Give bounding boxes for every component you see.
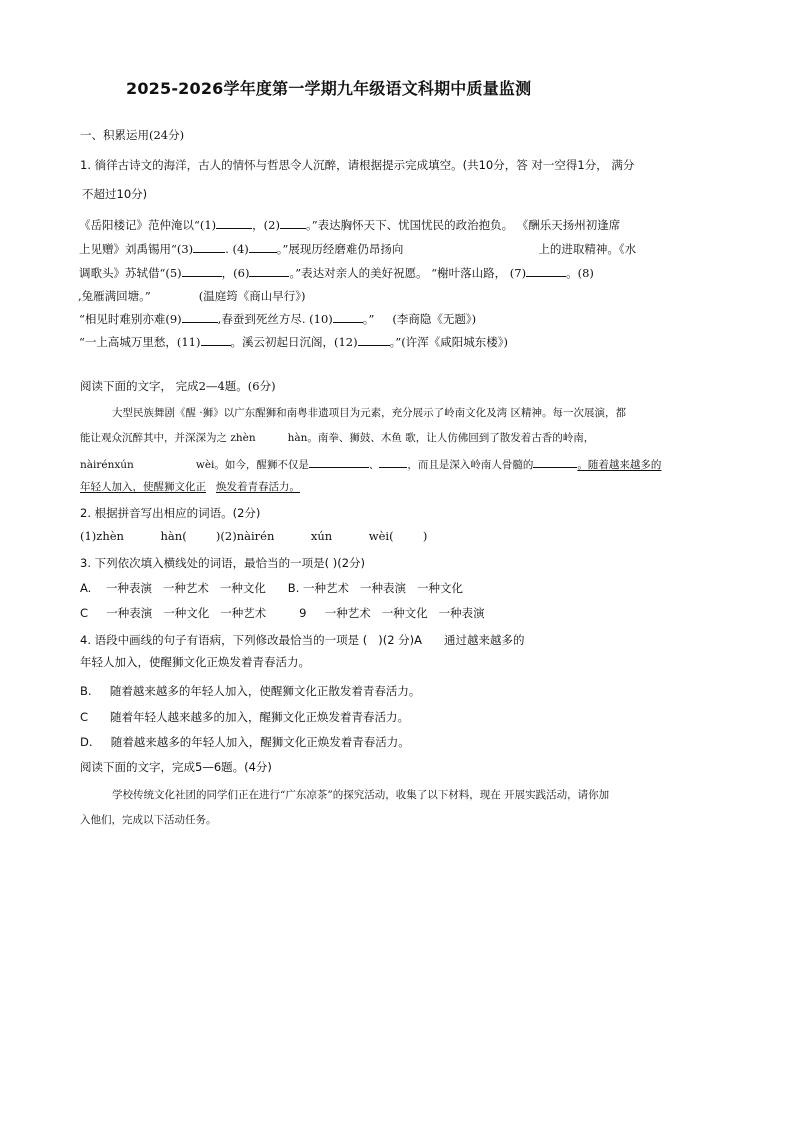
blank-5[interactable]	[182, 264, 222, 277]
q3-stem: 3. 下列依次填入横线处的词语，最恰当的一项是( )(2分)	[80, 556, 366, 570]
text-segment: . (4)	[225, 242, 249, 256]
reading2-line1: 学校传统文化社团的同学们正在进行“广东凉茶”的探究活动，收集了以下材料，现在 开展实践活动，请你加	[112, 789, 610, 801]
reading1-line4	[80, 479, 300, 495]
underlined-sentence: 年轻人加入，使醒狮文化正	[80, 481, 206, 493]
blank-12[interactable]	[358, 333, 390, 346]
q2-pinyin-items: (1)zhèn hàn( )(2)nàirén xún wèi( )	[80, 529, 428, 543]
text-segment: ,兔雁满回塘。”	[78, 289, 151, 303]
q1-poem-line2	[79, 240, 636, 257]
text-segment: ，而且是深入岭南人骨髓的	[407, 459, 534, 471]
text-segment: 。”表达胸怀天下、忧国忧民的政治抱负。 《酬乐天扬州初逢席	[305, 218, 621, 232]
text-segment: ，(6)	[221, 266, 250, 280]
q3-options-ab: A. 一种表演 一种艺术 一种文化 B. 一种艺术 一种表演 一种文化	[80, 581, 463, 595]
text-segment: ,春蚕到死丝方尽. (10)	[217, 312, 333, 326]
text-segment: “相见时难别亦难(9)	[79, 312, 182, 326]
text-segment: 调歌头》苏轼借“(5)	[79, 266, 182, 280]
q1-stem-line1: 1. 徜徉古诗文的海洋，古人的情怀与哲思令人沉醉，请根据提示完成填空。(共10分，答 对一空得1分， 满分	[80, 158, 635, 172]
text-segment: ，(2)	[252, 218, 280, 232]
q4-option-b: B. 随着越来越多的年轻人加入，使醒狮文化正散发着青春活力。	[80, 684, 421, 698]
blank-10[interactable]	[333, 310, 363, 323]
q2-stem: 2. 根据拼音写出相应的词语。(2分)	[80, 506, 261, 520]
text-segment: 《岳阳楼记》范仲淹以“(1)	[79, 218, 217, 232]
text-segment: hàn。南拳、狮鼓、木鱼 歌，让人仿佛回到了散发着古香的岭南，	[287, 432, 595, 444]
blank-a[interactable]	[309, 455, 369, 468]
text-segment: 。”表达对亲人的美好祝愿。 “榭叶落山路， (7)	[289, 266, 527, 280]
underlined-sentence: 焕发着青春活力。	[216, 481, 300, 493]
reading2-line2: 入他们，完成以下活动任务。	[80, 814, 217, 826]
blank-11[interactable]	[201, 333, 231, 346]
q1-stem-line2: 不超过10分)	[82, 187, 148, 201]
text-segment: “一上高城万里愁，(11)	[79, 335, 201, 349]
reading1-line1: 大型民族舞剧《醒 ·狮》以广东醒狮和南粤非遗项目为元素，充分展示了岭南文化及湾 区精神。每一次展演，都	[112, 407, 627, 419]
blank-6[interactable]	[249, 264, 289, 277]
blank-3[interactable]	[193, 240, 225, 253]
q1-poem-line5	[79, 310, 476, 327]
text-segment: 上见赠》刘禹锡用“(3)	[79, 242, 194, 256]
underlined-sentence: 。随着越来越多的	[577, 459, 662, 471]
text-segment: (李商隐《无题》)	[392, 312, 477, 326]
q1-poem-line3	[79, 264, 594, 281]
reading1-intro: 阅读下面的文字， 完成2—4题。(6分)	[80, 379, 276, 393]
section-heading: 一、积累运用(24分)	[80, 128, 185, 142]
blank-c[interactable]	[533, 455, 577, 468]
reading1-line3	[80, 455, 661, 473]
reading2-intro: 阅读下面的文字，完成5—6题。(4分)	[80, 760, 272, 774]
text-segment: 、	[368, 459, 380, 471]
text-segment: 。(8)	[566, 266, 594, 280]
text-segment: (温庭筠《商山早行》)	[198, 289, 306, 303]
q4-option-c: C 随着年轻人越来越多的加入，醒狮文化正焕发着青春活力。	[80, 710, 409, 724]
q4-stem-cont: 年轻人加入，使醒狮文化正焕发着青春活力。	[80, 655, 310, 669]
blank-7[interactable]	[526, 264, 566, 277]
text-segment: nàirénxún	[80, 459, 134, 471]
text-segment: 。”	[362, 312, 375, 326]
text-segment: wèi。如今，醒狮不仅是	[195, 459, 309, 471]
blank-4[interactable]	[249, 240, 277, 253]
q4-stem: 4. 语段中画线的句子有语病，下列修改最恰当的一项是 ( )(2 分)A 通过越来越多的	[80, 633, 525, 647]
q3-options-cd: C 一种表演 一种文化 一种艺术 9 一种艺术 一种文化 一种表演	[80, 606, 485, 620]
q1-poem-line1	[79, 216, 620, 233]
blank-9[interactable]	[182, 310, 218, 323]
blank-2[interactable]	[280, 216, 306, 229]
q4-option-d: D. 随着越来越多的年轻人加入，醒狮文化正焕发着青春活力。	[80, 735, 410, 749]
text-segment: 。”展现历经磨难仍昂扬向	[276, 242, 404, 256]
q1-poem-line6	[79, 333, 508, 350]
blank-1[interactable]	[216, 216, 252, 229]
page-title: 2025-2026学年度第一学期九年级语文科期中质量监测	[126, 79, 532, 98]
q1-poem-line4	[78, 288, 306, 304]
blank-b[interactable]	[379, 455, 407, 468]
text-segment: 。溪云初起日沉阁，(12)	[230, 335, 358, 349]
text-segment: 能让观众沉醉其中，并深深为之 zhèn	[80, 432, 256, 444]
text-segment: 。”(许浑《咸阳城东楼》)	[389, 335, 508, 349]
text-segment: 上的进取精神。《水	[538, 242, 637, 256]
reading1-line2	[80, 430, 594, 446]
